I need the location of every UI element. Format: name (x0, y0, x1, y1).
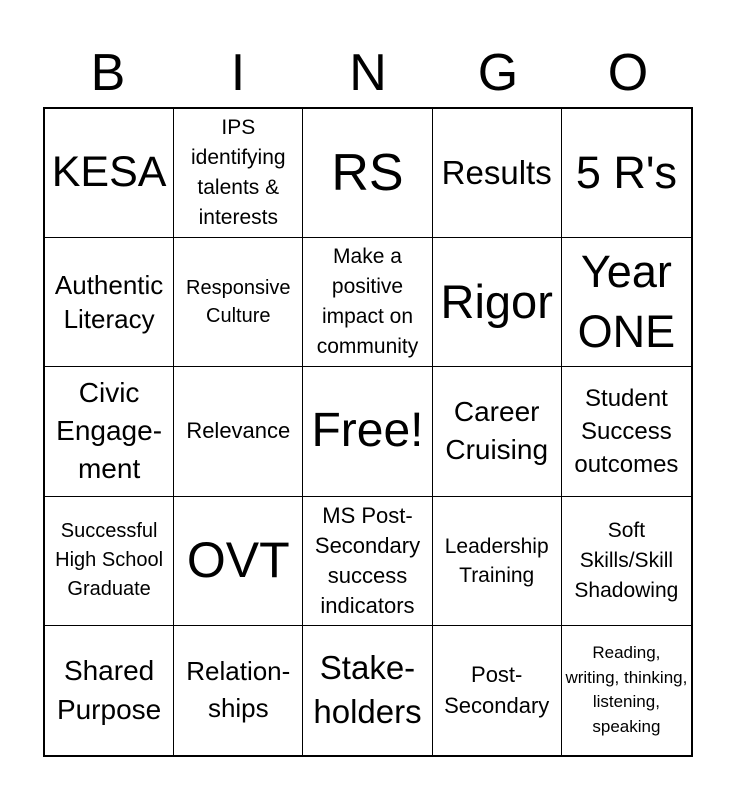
cell-text: Authentic Literacy (54, 270, 164, 335)
cell-text: Shared Purpose (56, 655, 162, 726)
bingo-cell (45, 238, 174, 367)
cell-text: Student Success outcomes (574, 384, 679, 478)
bingo-cell (433, 367, 562, 496)
cell-text: Year ONE (577, 246, 676, 358)
bingo-cell (562, 497, 691, 626)
bingo-card (43, 107, 693, 757)
cell-text: IPS identifying talents & interests (191, 116, 286, 230)
cell-text: Free! (311, 404, 424, 458)
bingo-cell (433, 626, 562, 755)
bingo-cell (174, 497, 303, 626)
bingo-cell (433, 497, 562, 626)
bingo-cell (562, 367, 691, 496)
cell-text: Career Cruising (445, 396, 549, 466)
cell-text: Results (441, 153, 552, 191)
header-letter-i: I (230, 44, 246, 102)
cell-text: Leadership Training (444, 534, 549, 587)
bingo-cell (303, 367, 432, 496)
cell-text: Reading, writing, thinking, listening, speaking (565, 643, 688, 736)
bingo-cell (433, 238, 562, 367)
cell-text: Make a positive impact on community (316, 245, 419, 359)
cell-text: 5 R's (575, 147, 677, 199)
bingo-cell (303, 497, 432, 626)
cell-text: Civic Engage-ment (56, 377, 163, 485)
header-letter-o: O (607, 44, 649, 102)
bingo-cell (45, 626, 174, 755)
bingo-cell (45, 367, 174, 496)
cell-text: Post-Secondary (444, 662, 550, 719)
header-letter-b: B (90, 44, 126, 102)
bingo-cell (174, 626, 303, 755)
cell-text: OVT (186, 532, 290, 589)
cell-text: Relevance (186, 418, 291, 444)
cell-text: MS Post-Secondary success indicators (314, 502, 421, 618)
bingo-cell (303, 238, 432, 367)
cell-text: KESA (51, 148, 167, 197)
cell-text: RS (331, 143, 404, 202)
cell-text: Responsive Culture (186, 277, 291, 328)
header-letter-g: G (477, 44, 519, 102)
cell-text: Successful High School Graduate (55, 520, 164, 601)
bingo-cell (562, 109, 691, 238)
bingo-header (43, 42, 693, 104)
header-letter-n: N (349, 44, 387, 102)
cell-text: Soft Skills/Skill Shadowing (574, 518, 679, 602)
bingo-cell (303, 109, 432, 238)
bingo-cell (174, 367, 303, 496)
bingo-cell (562, 626, 691, 755)
bingo-cell (45, 109, 174, 238)
bingo-cell (45, 497, 174, 626)
bingo-cell (303, 626, 432, 755)
bingo-cell (433, 109, 562, 238)
bingo-cell (562, 238, 691, 367)
cell-text: Stake-holders (313, 649, 422, 731)
bingo-cell (174, 109, 303, 238)
bingo-cell (174, 238, 303, 367)
cell-text: Relation-ships (186, 656, 291, 724)
cell-text: Rigor (440, 275, 553, 329)
